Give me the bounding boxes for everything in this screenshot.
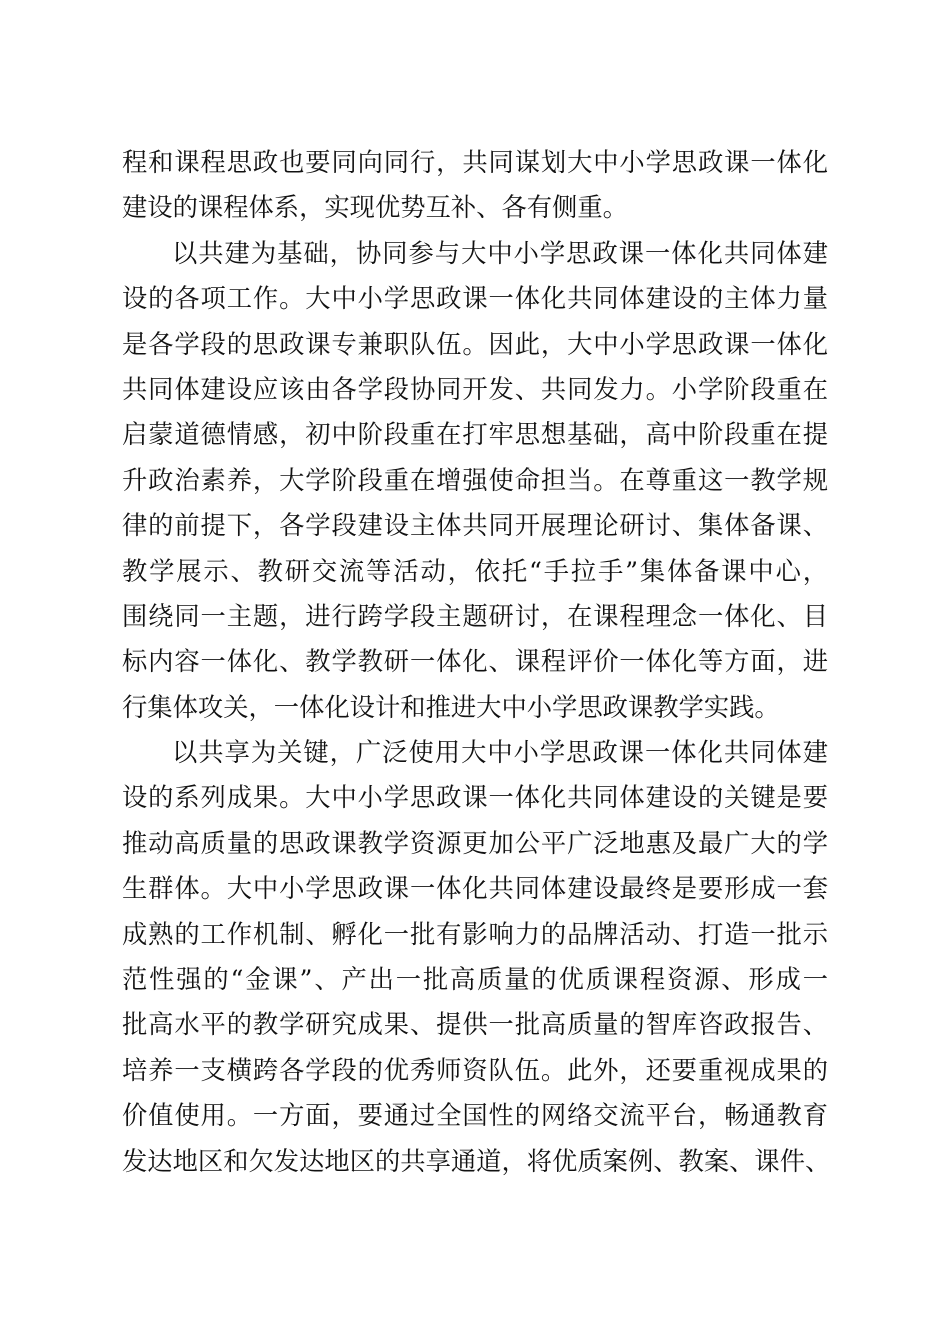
text-line: 推动高质量的思政课教学资源更加公平广泛地惠及最广大的学 [122, 828, 828, 858]
text-line: 行集体攻关，一体化设计和推进大中小学思政课教学实践。 [122, 692, 780, 722]
text-line: 发达地区和欠发达地区的共享通道，将优质案例、教案、课件、 [122, 1146, 831, 1176]
text-line: 共同体建设应该由各学段协同开发、共同发力。小学阶段重在 [122, 374, 828, 404]
text-line: 律的前提下，各学段建设主体共同开展理论研讨、集体备课、 [122, 511, 828, 541]
text-line: 标内容一体化、教学教研一体化、课程评价一体化等方面，进 [122, 647, 828, 677]
text-line: 升政治素养，大学阶段重在增强使命担当。在尊重这一教学规 [122, 465, 828, 495]
text-line: 设的系列成果。大中小学思政课一体化共同体建设的关键是要 [122, 783, 828, 813]
text-line: 培养一支横跨各学段的优秀师资队伍。此外，还要重视成果的 [122, 1055, 828, 1085]
text-line: 设的各项工作。大中小学思政课一体化共同体建设的主体力量 [122, 284, 828, 314]
text-line: 范性强的“金课”、产出一批高质量的优质课程资源、形成一 [122, 965, 828, 995]
text-line: 围绕同一主题，进行跨学段主题研讨，在课程理念一体化、目 [122, 601, 828, 631]
text-line: 程和课程思政也要同向同行，共同谋划大中小学思政课一体化 [122, 148, 828, 177]
text-line: 教学展示、教研交流等活动，依托“手拉手”集体备课中心， [122, 556, 828, 586]
text-line: 批高水平的教学研究成果、提供一批高质量的智库咨政报告、 [122, 1010, 828, 1040]
text-line: 以共建为基础，协同参与大中小学思政课一体化共同体建 [172, 238, 828, 268]
text-line: 生群体。大中小学思政课一体化共同体建设最终是要形成一套 [122, 874, 828, 904]
body-text [122, 140, 831, 1184]
text-line: 启蒙道德情感，初中阶段重在打牢思想基础，高中阶段重在提 [122, 420, 828, 450]
text-line: 建设的课程体系，实现优势互补、各有侧重。 [122, 193, 628, 223]
text-line: 成熟的工作机制、孵化一批有影响力的品牌活动、打造一批示 [122, 919, 828, 949]
text-line: 以共享为关键，广泛使用大中小学思政课一体化共同体建 [172, 738, 828, 768]
text-line: 是各学段的思政课专兼职队伍。因此，大中小学思政课一体化 [122, 329, 828, 359]
text-line: 价值使用。一方面，要通过全国性的网络交流平台，畅通教育 [122, 1101, 828, 1131]
